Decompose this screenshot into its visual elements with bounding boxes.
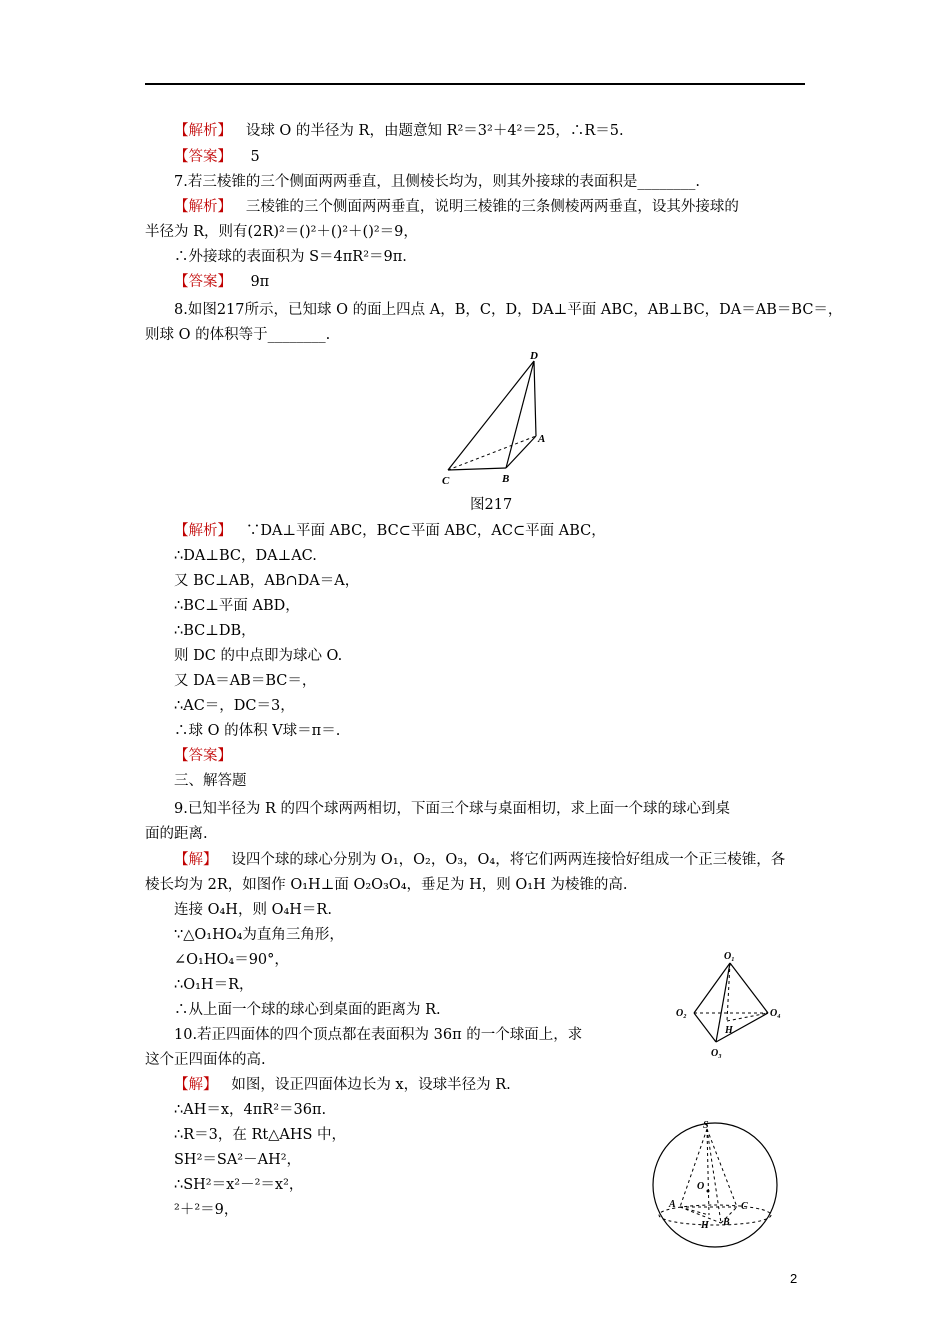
q10-line: ∴SH²＝x²－²＝x²， [174,1177,304,1193]
q10-line: ∴R＝3，在 Rt△AHS 中， [174,1127,347,1143]
q9-line: 连接 O₄H，则 O₄H＝R. [174,902,332,918]
q8-line: ∴DA⊥BC，DA⊥AC. [174,548,317,564]
q8-line: ∴AC＝，DC＝3， [174,698,295,714]
label-A: A [669,1199,676,1210]
q8-answer-line [174,746,232,766]
label-H: H [701,1220,709,1231]
label-A: A [538,433,546,445]
q10-line: SH²＝SA²－AH²， [174,1152,302,1168]
label-O: O [697,1181,705,1192]
label-O2: O₂ [676,1008,687,1019]
analysis-tag: 【解析】 [174,123,232,139]
question-10-line-1: 10.若正四面体的四个顶点都在表面积为 36π 的一个球面上，求 [174,1027,583,1043]
q9-line: ∴O₁H＝R， [174,977,254,993]
solution-tag: 【解】 [174,852,218,868]
q9-solution-line [174,850,785,870]
label-H: H [725,1025,733,1036]
solution-tag: 【解】 [174,1077,218,1093]
page-number: 2 [790,1271,798,1286]
question-8-line-1: 8.如图217所示，已知球 O 的面上四点 A，B，C，D，DA⊥平面 ABC，AB⊥BC，DA＝AB＝BC＝， [174,302,843,318]
q10-solution-line [174,1075,511,1095]
label-O1: O₁ [724,951,735,962]
label-C: C [741,1201,748,1212]
q7-answer-line [174,272,269,292]
analysis-text: 设球 O 的半径为 R，由题意知 R²＝3²＋4²＝25，∴R＝5. [245,123,624,139]
q7-analysis-line-3: ∴外接球的表面积为 S＝4πR²＝9π. [174,249,407,265]
q9-line: ∵△O₁HO₄为直角三角形， [174,927,344,943]
q8-line: ∴BC⊥DB， [174,623,256,639]
q10-line: ²＋²＝9， [174,1202,239,1218]
question-9-line-2: 面的距离. [145,826,208,842]
answer-text: 9π [250,274,270,290]
label-O3: O₃ [711,1048,722,1059]
solution-text: 如图，设正四面体边长为 x，设球半径为 R. [231,1077,511,1093]
label-D: D [530,350,538,362]
q10-line: ∴AH＝x，4πR²＝36π. [174,1102,327,1118]
label-C: C [442,475,450,487]
solution-text: 设四个球的球心分别为 O₁，O₂，O₃，O₄，将它们两两连接恰好组成一个正三棱锥，各 [231,852,786,868]
answer-tag: 【答案】 [174,149,232,165]
question-7: 7.若三棱锥的三个侧面两两垂直，且侧棱长均为，则其外接球的表面积是________. [174,174,700,190]
q8-analysis-line [174,521,606,541]
q7-analysis-line [174,197,739,217]
q8-line: 又 BC⊥AB，AB∩DA＝A， [174,573,360,589]
figure-sphere [645,1115,785,1250]
answer-tag: 【答案】 [174,748,232,764]
answer-text: 5 [250,149,260,165]
question-10-line-2: 这个正四面体的高. [145,1052,266,1068]
q9-line: ∠O₁HO₄＝90°， [174,952,289,968]
answer-line [174,147,260,167]
q8-line: 又 DA＝AB＝BC＝， [174,673,317,689]
analysis-tag: 【解析】 [174,523,232,539]
q8-line: ∴BC⊥平面 ABD， [174,598,300,614]
label-B: B [723,1217,730,1228]
q9-line: ∴从上面一个球的球心到桌面的距离为 R. [174,1002,441,1018]
header-rule [145,83,805,85]
section-heading: 三、解答题 [174,773,247,789]
q8-line: ∴球 O 的体积 V球＝π＝. [174,723,341,739]
figure-caption: 图217 [470,497,513,513]
analysis-line [174,121,624,141]
label-B: B [502,473,510,485]
label-S: S [703,1120,709,1131]
analysis-text: ∵DA⊥平面 ABC，BC⊂平面 ABC，AC⊂平面 ABC， [245,523,606,539]
question-8-line-2: 则球 O 的体积等于________. [145,327,331,343]
analysis-tag: 【解析】 [174,199,232,215]
q9-line: 棱长均为 2R，如图作 O₁H⊥面 O₂O₃O₄，垂足为 H，则 O₁H 为棱锥的高. [145,877,628,893]
answer-tag: 【答案】 [174,274,232,290]
label-O4: O₄ [770,1008,781,1019]
q7-analysis-line-2: 半径为 R，则有(2R)²＝()²＋()²＋()²＝9， [145,224,418,240]
figure-tetrahedron [672,945,792,1060]
q8-line: 则 DC 的中点即为球心 O. [174,648,343,664]
figure-217 [438,350,550,490]
question-9-line-1: 9.已知半径为 R 的四个球两两相切，下面三个球与桌面相切，求上面一个球的球心到桌 [174,801,730,817]
analysis-text: 三棱锥的三个侧面两两垂直，说明三棱锥的三条侧棱两两垂直，设其外接球的 [245,199,739,215]
